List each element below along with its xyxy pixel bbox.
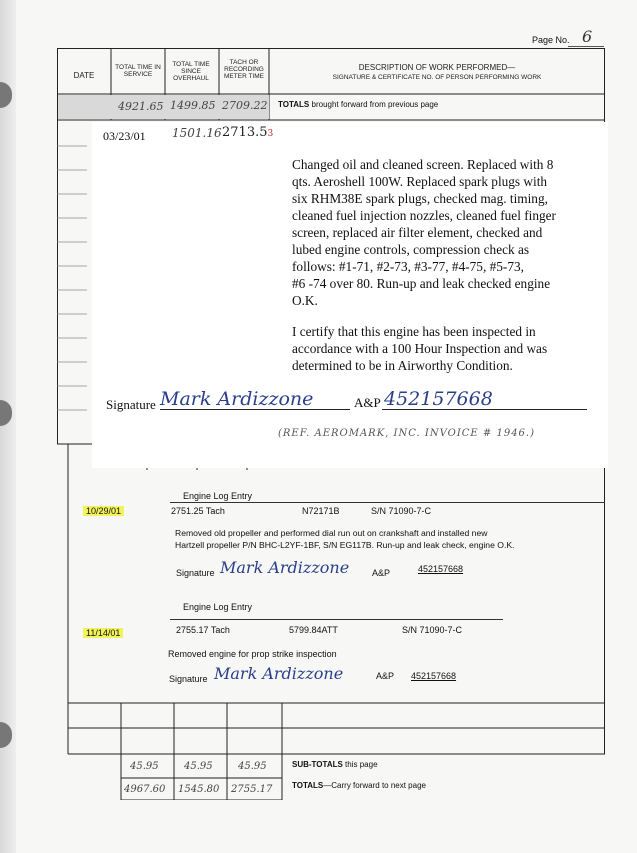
entry3-rule bbox=[170, 619, 503, 620]
entry2-description-line2: Hartzell propeller P/N BHC-L2YF-1BF, S/N EG117B. Run-up and leak check, engine O.K. bbox=[175, 540, 515, 550]
entry1-ap-label: A&P bbox=[354, 395, 381, 410]
entry1-work-description: Changed oil and cleaned screen. Replaced with 8 qts. Aeroshell 100W. Replaced spark plugs with six RHM38E spark plugs, checked mag. timing, cleaned fuel injection nozzles, cleaned fuel finger screen, replaced air filter element, checked and lubed engine controls, compression check as follows: #1-71, #2-73, #3-77, #4-75, #5-73, #6 -74 over 80. Run-up and leak checked engine O.K. bbox=[292, 157, 556, 308]
date-column-header: DATE bbox=[73, 71, 95, 80]
entry2-tach: 2751.25 Tach bbox=[171, 506, 225, 516]
entry3-cert-number: 452157668 bbox=[411, 671, 457, 681]
entry3-title: Engine Log Entry bbox=[183, 602, 253, 612]
entry2-signature: Mark Ardizzone bbox=[220, 558, 350, 577]
total-total-time: 4967.60 bbox=[124, 784, 166, 795]
description-column-header: DESCRIPTION OF WORK PERFORMED— bbox=[358, 63, 516, 72]
subtotal-since-overhaul: 45.95 bbox=[184, 761, 213, 772]
entry2-registration: N72171B bbox=[302, 506, 340, 516]
entry1-date: 03/23/01 bbox=[103, 129, 146, 143]
entry3-signature: Mark Ardizzone bbox=[214, 664, 344, 683]
entry3-att: 5799.84ATT bbox=[289, 625, 338, 635]
entry1-signature-label: Signature bbox=[106, 397, 156, 412]
entry3-tach: 2755.17 Tach bbox=[176, 625, 230, 635]
page-number-line bbox=[568, 46, 604, 47]
entry1-reference-note: (REF. AEROMARK, INC. INVOICE # 1946.) bbox=[278, 428, 535, 439]
entry2-serial-number: S/N 71090-7-C bbox=[371, 506, 432, 516]
entry2-description-line1: Removed old propeller and performed dial run out on crankshaft and installed new bbox=[175, 528, 488, 538]
entry2-signature-label: Signature bbox=[176, 568, 215, 578]
entry1-tach: 2713.53 bbox=[222, 125, 274, 140]
total-label: TOTALS—Carry forward to next page bbox=[292, 781, 426, 790]
bf-label: TOTALS brought forward from previous page bbox=[278, 100, 439, 109]
entry2-rule bbox=[170, 502, 605, 503]
entry3-ap-label: A&P bbox=[376, 671, 395, 681]
subtotal-tach: 45.95 bbox=[238, 761, 267, 772]
page-number-label: Page No. bbox=[532, 35, 570, 45]
entry2-ap-label: A&P bbox=[372, 568, 391, 578]
entry1-signature-line bbox=[160, 409, 350, 410]
tach-column-header: TACH OR RECORDING METER TIME bbox=[224, 59, 264, 80]
entry3-date: 11/14/01 bbox=[83, 628, 123, 638]
subtotal-total-time: 45.95 bbox=[130, 761, 159, 772]
entry2-title: Engine Log Entry bbox=[183, 491, 253, 501]
description-column-subheader: SIGNATURE & CERTIFICATE NO. OF PERSON PERFORMING WORK bbox=[332, 74, 542, 81]
entry2-cert-number: 452157668 bbox=[418, 564, 464, 574]
bf-total-time: 4921.65 bbox=[118, 100, 164, 113]
entry1-certification: I certify that this engine has been inspected in accordance with a 100 Hour Inspection and was determined to be in Airworthy Condition. bbox=[292, 324, 548, 373]
since-overhaul-column-header: TOTAL TIME SINCE OVERHAUL bbox=[172, 61, 210, 82]
entry1-signature: Mark Ardizzone bbox=[160, 388, 314, 410]
entry3-serial-number: S/N 71090-7-C bbox=[402, 625, 463, 635]
subtotal-label: SUB-TOTALS this page bbox=[292, 760, 378, 769]
bf-tach: 2709.22 bbox=[222, 99, 268, 112]
entry1-since-overhaul: 1501.16 bbox=[172, 126, 222, 140]
page-number: 6 bbox=[582, 27, 593, 46]
total-time-column-header: TOTAL TIME IN SERVICE bbox=[115, 64, 161, 78]
entry3-description: Removed engine for prop strike inspection bbox=[168, 649, 337, 659]
total-tach: 2755.17 bbox=[231, 784, 273, 795]
entry1-cert-line bbox=[382, 409, 587, 410]
entry3-signature-label: Signature bbox=[169, 674, 208, 684]
bf-since-overhaul: 1499.85 bbox=[170, 99, 216, 112]
total-since-overhaul: 1545.80 bbox=[178, 784, 220, 795]
entry1-cert-number: 452157668 bbox=[384, 388, 493, 410]
entry2-date: 10/29/01 bbox=[83, 506, 124, 516]
